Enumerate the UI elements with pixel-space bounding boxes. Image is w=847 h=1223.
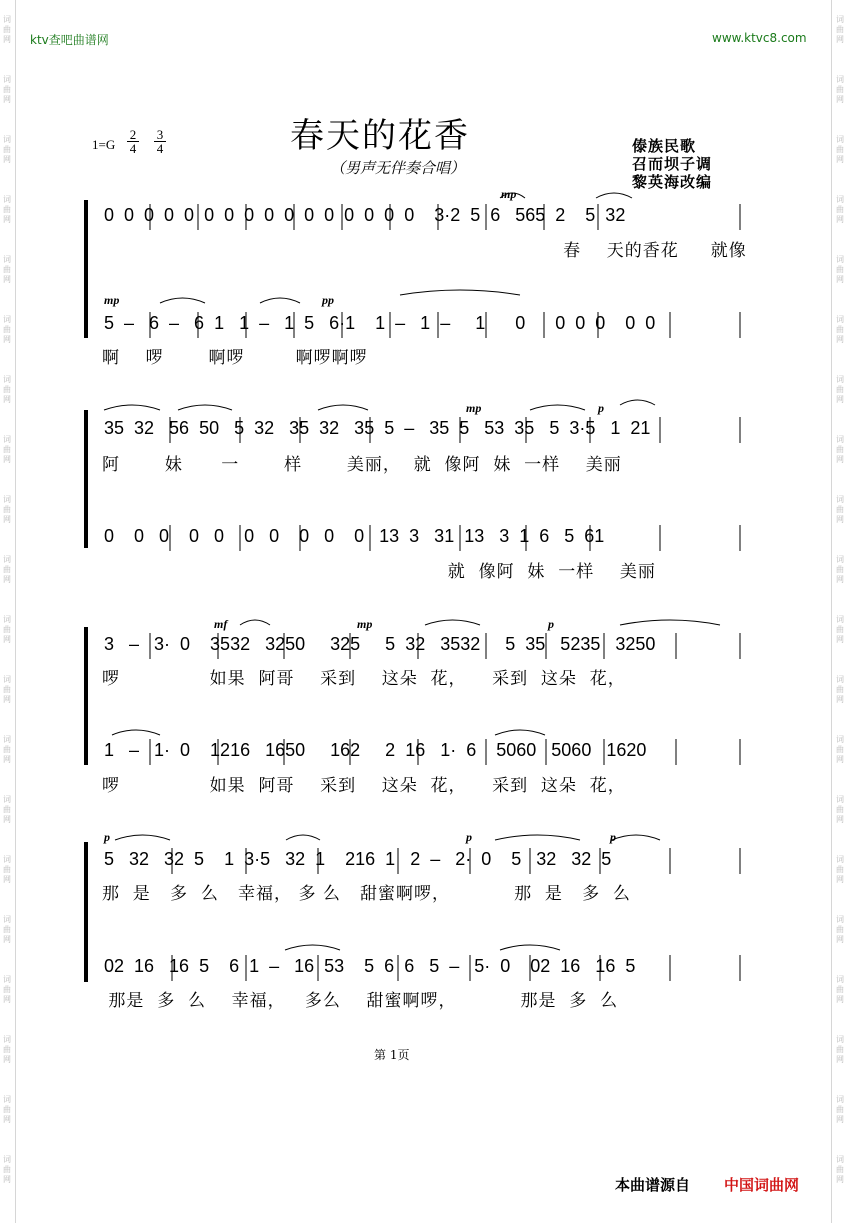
lower-voice-lyrics: 啰 如果 阿哥 采到 这朵 花， 采到 这朵 花， xyxy=(102,776,626,796)
watermark-char: 词 xyxy=(836,15,844,24)
watermark-char: 网 xyxy=(3,935,11,944)
watermark-char: 词 xyxy=(3,1155,11,1164)
watermark-char: 网 xyxy=(3,635,11,644)
watermark-char: 网 xyxy=(3,575,11,584)
watermark-char: 曲 xyxy=(836,265,844,274)
upper-voice-notes: 5 32 32 5 1 3·5 32 1 216 1 2 – 2· 0 5 32 32 5 xyxy=(104,849,612,869)
watermark-char: 网 xyxy=(3,35,11,44)
watermark-char: 词 xyxy=(3,1095,11,1104)
site-name-left[interactable]: ktv查吧曲谱网 xyxy=(30,33,109,47)
dynamic-marking: p xyxy=(598,401,604,415)
watermark-char: 词 xyxy=(3,135,11,144)
watermark-char: 词 xyxy=(3,195,11,204)
watermark-char: 词 xyxy=(836,915,844,924)
upper-voice-lyrics: 那 是 多 么 幸福， 多 么 甜蜜啊啰， 那 是 多 么 xyxy=(102,884,631,904)
watermark-char: 词 xyxy=(3,615,11,624)
lower-voice-lyrics: 那是 多 么 幸福， 多么 甜蜜啊啰， 那是 多 么 xyxy=(102,991,619,1011)
slur xyxy=(178,405,232,410)
slur xyxy=(260,298,300,303)
slur xyxy=(112,730,160,735)
watermark-char: 网 xyxy=(836,935,844,944)
watermark-char: 曲 xyxy=(3,205,11,214)
slur xyxy=(160,298,205,303)
slur xyxy=(286,835,320,840)
watermark-char: 曲 xyxy=(3,325,11,334)
slur xyxy=(104,405,160,410)
watermark-char: 网 xyxy=(3,275,11,284)
watermark-char: 曲 xyxy=(836,1165,844,1174)
watermark-char: 网 xyxy=(836,275,844,284)
upper-voice-lyrics: 阿 妹 一 样 美丽， 就 像阿 妹 一样 美丽 xyxy=(102,455,622,475)
watermark-char: 曲 xyxy=(836,145,844,154)
watermark-char: 词 xyxy=(836,1095,844,1104)
watermark-char: 词 xyxy=(3,1035,11,1044)
upper-voice-lyrics: 春 天的香花 就像 xyxy=(102,241,747,261)
watermark-char: 词 xyxy=(3,855,11,864)
slur xyxy=(318,405,368,410)
watermark-char: 曲 xyxy=(3,925,11,934)
watermark-char: 曲 xyxy=(836,25,844,34)
dynamic-marking: mp xyxy=(501,187,517,201)
watermark-char: 词 xyxy=(3,315,11,324)
watermark-char: 网 xyxy=(3,1115,11,1124)
credit-line: 傣族民歌 xyxy=(632,137,697,155)
watermark-char: 曲 xyxy=(3,1165,11,1174)
watermark-char: 词 xyxy=(836,75,844,84)
slur xyxy=(620,400,655,405)
watermark-char: 网 xyxy=(3,755,11,764)
watermark-char: 网 xyxy=(836,635,844,644)
watermark-char: 曲 xyxy=(3,265,11,274)
watermark-char: 曲 xyxy=(3,85,11,94)
watermark-char: 词 xyxy=(3,675,11,684)
site-url-right[interactable]: www.ktvc8.com xyxy=(712,31,807,45)
watermark-char: 词 xyxy=(836,1155,844,1164)
watermark-char: 词 xyxy=(836,675,844,684)
watermark-char: 词 xyxy=(3,435,11,444)
dynamic-marking: pp xyxy=(322,293,334,307)
watermark-char: 曲 xyxy=(836,445,844,454)
watermark-char: 词 xyxy=(3,75,11,84)
lower-voice-lyrics: 就 像阿 妹 一样 美丽 xyxy=(102,562,656,582)
watermark-char: 网 xyxy=(836,335,844,344)
watermark-char: 词 xyxy=(3,255,11,264)
watermark-char: 网 xyxy=(836,515,844,524)
watermark-char: 曲 xyxy=(836,865,844,874)
watermark-char: 网 xyxy=(836,995,844,1004)
watermark-char: 网 xyxy=(3,155,11,164)
watermark-char: 词 xyxy=(3,975,11,984)
watermark-char: 网 xyxy=(3,815,11,824)
upper-voice-notes: 3 – 3· 0 3532 3250 325 5 32 3532 5 35 5235 3250 xyxy=(104,634,656,654)
key-signature: 1=G xyxy=(92,137,116,152)
watermark-char: 词 xyxy=(3,795,11,804)
slur xyxy=(240,620,270,625)
dynamic-marking: p xyxy=(548,617,554,631)
watermark-char: 词 xyxy=(3,915,11,924)
watermark-char: 曲 xyxy=(3,865,11,874)
watermark-char: 词 xyxy=(836,855,844,864)
watermark-char: 词 xyxy=(836,315,844,324)
watermark-char: 网 xyxy=(836,95,844,104)
watermark-char: 词 xyxy=(3,735,11,744)
watermark-char: 网 xyxy=(836,1115,844,1124)
watermark-char: 曲 xyxy=(836,745,844,754)
watermark-char: 词 xyxy=(836,555,844,564)
watermark-char: 网 xyxy=(3,395,11,404)
watermark-char: 曲 xyxy=(836,1105,844,1114)
watermark-char: 曲 xyxy=(3,445,11,454)
watermark-char: 网 xyxy=(836,815,844,824)
watermark-char: 词 xyxy=(836,795,844,804)
watermark-char: 网 xyxy=(836,695,844,704)
score-title: 春天的花香 xyxy=(290,116,470,156)
time-signature-2-numerator: 3 xyxy=(154,128,166,142)
watermark-char: 曲 xyxy=(836,1045,844,1054)
watermark-char: 网 xyxy=(3,995,11,1004)
watermark-char: 网 xyxy=(836,1175,844,1184)
watermark-char: 曲 xyxy=(3,805,11,814)
slur xyxy=(115,835,170,840)
watermark-char: 曲 xyxy=(836,565,844,574)
upper-voice-lyrics: 啰 如果 阿哥 采到 这朵 花， 采到 这朵 花， xyxy=(102,669,626,689)
watermark-char: 词 xyxy=(836,735,844,744)
watermark-char: 曲 xyxy=(3,985,11,994)
watermark-char: 网 xyxy=(3,95,11,104)
watermark-char: 曲 xyxy=(836,205,844,214)
slur xyxy=(400,290,520,295)
watermark-char: 曲 xyxy=(3,565,11,574)
watermark-char: 网 xyxy=(836,215,844,224)
lower-voice-lyrics: 啊 啰 啊啰 啊啰啊啰 xyxy=(102,348,368,368)
watermark-char: 词 xyxy=(836,255,844,264)
slur xyxy=(500,193,525,198)
watermark-char: 网 xyxy=(3,1175,11,1184)
slur xyxy=(612,835,660,840)
watermark-char: 曲 xyxy=(836,325,844,334)
watermark-char: 曲 xyxy=(3,745,11,754)
lower-voice-notes: 02 16 16 5 6 1 – 16 53 5 6 6 5 – 5· 0 02 16 16 5 xyxy=(104,956,636,976)
watermark-char: 网 xyxy=(3,335,11,344)
dynamic-marking: p xyxy=(466,830,472,844)
watermark-char: 词 xyxy=(836,615,844,624)
watermark-char: 曲 xyxy=(3,625,11,634)
watermark-char: 网 xyxy=(836,755,844,764)
watermark-char: 曲 xyxy=(3,145,11,154)
watermark-char: 词 xyxy=(836,975,844,984)
watermark-char: 曲 xyxy=(836,505,844,514)
lower-voice-notes: 1 – 1· 0 1216 1650 162 2 16 1· 6 5060 5060 1620 xyxy=(104,740,647,760)
watermark-char: 词 xyxy=(836,495,844,504)
watermark-char: 网 xyxy=(3,695,11,704)
watermark-char: 曲 xyxy=(836,385,844,394)
slur xyxy=(495,835,580,840)
watermark-char: 曲 xyxy=(836,685,844,694)
dynamic-marking: p xyxy=(104,830,110,844)
watermark-char: 网 xyxy=(836,155,844,164)
watermark-char: 曲 xyxy=(3,685,11,694)
watermark-char: 曲 xyxy=(3,1105,11,1114)
lower-voice-notes: 0 0 0 0 0 0 0 0 0 0 13 3 31 13 3 1 6 5 61 xyxy=(104,526,605,546)
slur xyxy=(596,193,632,198)
upper-voice-notes: 0 0 0 0 0 0 0 0 0 0 0 0 0 0 0 0 3·2 5 6 565 2 5 32 xyxy=(104,205,626,225)
lower-voice-notes: 5 – 6 – 6 1 1 – 1 5 6·1 1 – 1 – 1 0 0 0 0 0 0 xyxy=(104,313,656,333)
watermark-char: 曲 xyxy=(836,625,844,634)
watermark-char: 曲 xyxy=(3,1045,11,1054)
credit-line: 召而坝子调 xyxy=(632,155,713,173)
watermark-char: 网 xyxy=(3,455,11,464)
watermark-char: 网 xyxy=(836,1055,844,1064)
watermark-char: 网 xyxy=(836,455,844,464)
time-signature-2-denominator: 4 xyxy=(156,141,164,156)
watermark-char: 网 xyxy=(3,875,11,884)
score-subtitle: （男声无伴奏合唱） xyxy=(330,159,466,177)
page-number: 第 1页 xyxy=(374,1048,410,1062)
watermark-char: 网 xyxy=(3,1055,11,1064)
watermark-char: 词 xyxy=(3,555,11,564)
source-site-link[interactable]: 中国词曲网 xyxy=(724,1176,800,1194)
watermark-char: 网 xyxy=(836,35,844,44)
slur xyxy=(500,945,560,950)
watermark-char: 词 xyxy=(836,135,844,144)
dynamic-marking: mp xyxy=(466,401,482,415)
watermark-char: 网 xyxy=(3,515,11,524)
watermark-char: 曲 xyxy=(836,985,844,994)
time-signature-1-denominator: 4 xyxy=(129,141,137,156)
slur xyxy=(425,620,480,625)
watermark-char: 词 xyxy=(836,1035,844,1044)
watermark-char: 词 xyxy=(3,375,11,384)
watermark-char: 曲 xyxy=(3,505,11,514)
watermark-char: 曲 xyxy=(836,85,844,94)
watermark-char: 词 xyxy=(836,435,844,444)
time-signature-1-numerator: 2 xyxy=(127,128,139,142)
dynamic-marking: mp xyxy=(357,617,373,631)
watermark-char: 曲 xyxy=(836,925,844,934)
upper-voice-notes: 35 32 56 50 5 32 35 32 35 5 – 35 5 53 35 5 3·5 1 21 xyxy=(104,418,651,438)
source-label: 本曲谱源自 xyxy=(615,1176,691,1194)
slur xyxy=(285,945,340,950)
dynamic-marking: mf xyxy=(214,617,228,631)
watermark-char: 网 xyxy=(3,215,11,224)
slur xyxy=(530,405,585,410)
watermark-char: 词 xyxy=(836,195,844,204)
watermark-char: 曲 xyxy=(3,25,11,34)
dynamic-marking: p xyxy=(610,830,616,844)
watermark-char: 曲 xyxy=(3,385,11,394)
watermark-char: 词 xyxy=(3,495,11,504)
credit-line: 黎英海改编 xyxy=(632,173,713,191)
watermark-char: 词 xyxy=(3,15,11,24)
watermark-char: 网 xyxy=(836,395,844,404)
watermark-char: 词 xyxy=(836,375,844,384)
watermark-char: 网 xyxy=(836,575,844,584)
watermark-char: 曲 xyxy=(836,805,844,814)
slur xyxy=(620,620,720,625)
slur xyxy=(495,730,545,735)
watermark-char: 网 xyxy=(836,875,844,884)
dynamic-marking: mp xyxy=(104,293,120,307)
